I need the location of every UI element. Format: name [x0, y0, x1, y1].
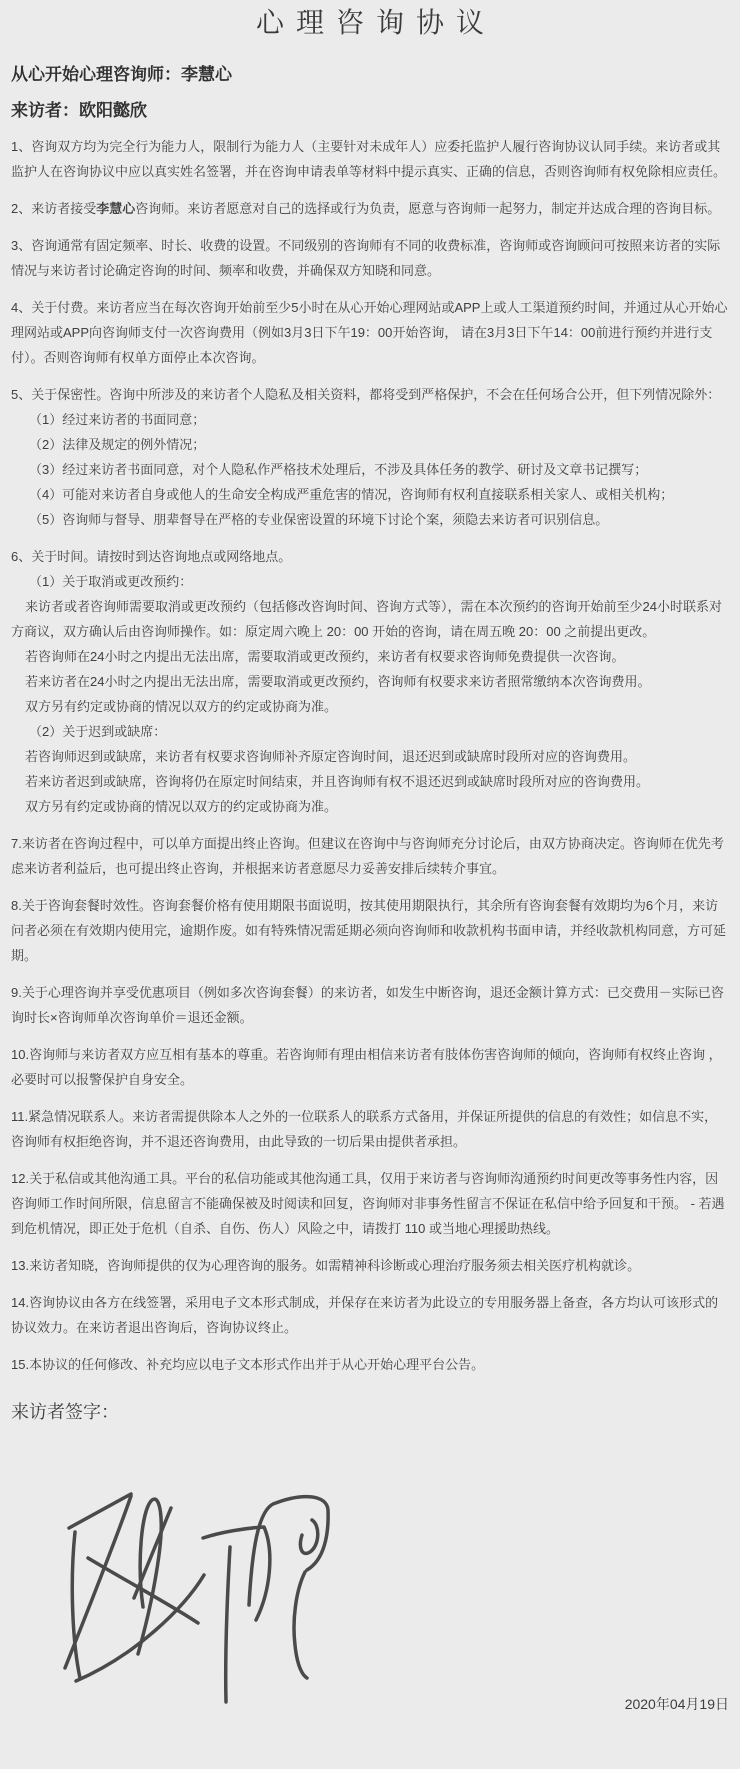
counselor-name-emphasis: 李慧心 [96, 201, 136, 216]
clause-text: 7.来访者在咨询过程中，可以单方面提出终止咨询。但建议在咨询中与咨询师充分讨论后，由双方协商决定。咨询师在优先考虑来访者利益后，也可提出终止咨询，并根据来访者意愿尽力妥善安排后续转介事宜。 [11, 836, 724, 876]
agreement-subclause [11, 594, 729, 644]
clause-text: 4、关于付费。来访者应当在每次咨询开始前至少5小时在从心开始心理网站或APP上或人工渠道预约时间，并通过从心开始心理网站或APP向咨询师支付一次咨询费用（例如3月3日下午19：00开始咨询， 请在3月3日下午14：00前进行预约并进行支付）。否则咨询师有权单方面停止本次咨询。 [11, 300, 728, 365]
clause-text: 双方另有约定或协商的情况以双方的约定或协商为准。 [25, 699, 338, 714]
clause-text: 13.来访者知晓，咨询师提供的仅为心理咨询的服务。如需精神科诊断或心理治疗服务须去相关医疗机构就诊。 [11, 1258, 641, 1273]
clause-text: 若咨询师在24小时之内提出无法出席，需要取消或更改预约，来访者有权要求咨询师免费提供一次咨询。 [25, 649, 625, 664]
clause-text: 双方另有约定或协商的情况以双方的约定或协商为准。 [25, 799, 338, 814]
agreement-clause [11, 1290, 729, 1340]
handwritten-signature-scrawl [46, 1480, 346, 1710]
clause-text: 若来访者在24小时之内提出无法出席，需要取消或更改预约，咨询师有权要求来访者照常缴纳本次咨询费用。 [25, 674, 651, 689]
clause-text: （3）经过来访者书面同意，对个人隐私作严格技术处理后，不涉及具体任务的教学、研讨及文章书记撰写； [29, 462, 648, 477]
clause-text: 若咨询师迟到或缺席，来访者有权要求咨询师补齐原定咨询时间，退还迟到或缺席时段所对应的咨询费用。 [25, 749, 637, 764]
agreement-clause [11, 544, 729, 569]
clause-text: 11.紧急情况联系人。来访者需提供除本人之外的一位联系人的联系方式备用，并保证所提供的信息的有效性；如信息不实，咨询师有权拒绝咨询，并不退还咨询费用，由此导致的一切后果由提供者承担。 [11, 1109, 718, 1149]
signature-area [11, 1425, 729, 1687]
agreement-clause [11, 295, 729, 370]
agreement-clause [11, 1042, 729, 1092]
clause-text: 2、来访者接受 [11, 201, 97, 216]
agreement-clause [11, 382, 729, 407]
agreement-clause [11, 980, 729, 1030]
clause-text: 10.咨询师与来访者双方应互相有基本的尊重。若咨询师有理由相信来访者有肢体伤害咨询师的倾向，咨询师有权终止咨询 ，必要时可以报警保护自身安全。 [11, 1047, 722, 1087]
counselor-name-line: 从心开始心理咨询师：李慧心 [11, 65, 232, 84]
agreement-subclause [11, 457, 729, 482]
clause-text: 9.关于心理咨询并享受优惠项目（例如多次咨询套餐）的来访者，如发生中断咨询，退还金额计算方式：已交费用－实际已咨询时长×咨询师单次咨询单价＝退还金额。 [11, 985, 724, 1025]
agreement-body [11, 134, 729, 1377]
agreement-subclause [11, 694, 729, 719]
agreement-date: 2020年04月19日 [624, 1696, 729, 1712]
agreement-subclause [11, 744, 729, 769]
agreement-subclause [11, 407, 729, 432]
agreement-clause [11, 233, 729, 283]
agreement-subclause [11, 482, 729, 507]
clause-text: （5）咨询师与督导、朋辈督导在严格的专业保密设置的环境下讨论个案，须隐去来访者可识别信息。 [29, 512, 609, 527]
clause-text: 14.咨询协议由各方在线签署，采用电子文本形式制成，并保存在来访者为此设立的专用服务器上备查，各方均认可该形式的协议效力。在来访者退出咨询后，咨询协议终止。 [11, 1295, 719, 1335]
clause-text: （2）关于迟到或缺席： [29, 724, 167, 739]
clause-text: 3、咨询通常有固定频率、时长、收费的设置。不同级别的咨询师有不同的收费标准，咨询师或咨询顾问可按照来访者的实际情况与来访者讨论确定咨询的时间、频率和收费，并确保双方知晓和同意。 [11, 238, 721, 278]
agreement-clause [11, 1352, 729, 1377]
agreement-clause [11, 134, 729, 184]
agreement-subclause [11, 507, 729, 532]
clause-text: 来访者或者咨询师需要取消或更改预约（包括修改咨询时间、咨询方式等），需在本次预约的咨询开始前至少24小时联系对方商议，双方确认后由咨询师操作。如：原定周六晚上 20：00 开始的咨询，请在周五晚 20：00 之前提出更改。 [11, 599, 722, 639]
agreement-subclause [11, 432, 729, 457]
agreement-clause [11, 1166, 729, 1241]
clause-text: 若来访者迟到或缺席，咨询将仍在原定时间结束，并且咨询师有权不退还迟到或缺席时段所对应的咨询费用。 [25, 774, 650, 789]
clause-text: 15.本协议的任何修改、补充均应以电子文本形式作出并于从心开始心理平台公告。 [11, 1357, 485, 1372]
clause-text: （1）关于取消或更改预约： [29, 574, 193, 589]
clause-text: 6、关于时间。请按时到达咨询地点或网络地点。 [11, 549, 292, 564]
agreement-subclause [11, 769, 729, 794]
signature-section-label: 来访者签字： [11, 1402, 119, 1422]
clause-text: （4）可能对来访者自身或他人的生命安全构成严重危害的情况，咨询师有权利直接联系相关家人、或相关机构； [29, 487, 674, 502]
clause-text: 5、关于保密性。咨询中所涉及的来访者个人隐私及相关资料，都将受到严格保护，不会在任何场合公开，但下列情况除外： [11, 387, 721, 402]
agreement-subclause [11, 569, 729, 594]
agreement-clause [11, 196, 729, 221]
agreement-subclause [11, 719, 729, 744]
clause-text: 8.关于咨询套餐时效性。咨询套餐价格有使用期限书面说明，按其使用期限执行，其余所有咨询套餐有效期均为6个月，来访问者必须在有效期内使用完，逾期作废。如有特殊情况需延期必须向咨询师和收款机构书面申请，并经收款机构同意，方可延期。 [11, 898, 727, 963]
clause-text: （2）法律及规定的例外情况； [29, 437, 206, 452]
page-title: 心理咨询协议 [255, 7, 496, 38]
visitor-name-line: 来访者：欧阳懿欣 [11, 101, 147, 120]
agreement-subclause [11, 669, 729, 694]
clause-text: 1、咨询双方均为完全行为能力人，限制行为能力人（主要针对未成年人）应委托监护人履行咨询协议认同手续。来访者或其监护人在咨询协议中应以真实姓名签署，并在咨询申请表单等材料中提示真实、正确的信息，否则咨询师有权免除相应责任。 [11, 139, 727, 179]
agreement-subclause [11, 794, 729, 819]
clause-text: 12.关于私信或其他沟通工具。平台的私信功能或其他沟通工具，仅用于来访者与咨询师沟通预约时间更改等事务性内容，因咨询师工作时间所限，信息留言不能确保被及时阅读和回复，咨询师对非事务性留言不保证在私信中给予回复和干预。 - 若遇到危机情况，即正处于危机（自杀、自伤、伤人）风险之中，请拨打 110 或当地心理援助热线。 [11, 1171, 725, 1236]
agreement-clause [11, 1104, 729, 1154]
clause-text: （1）经过来访者的书面同意； [29, 412, 206, 427]
clause-text: 咨询师。来访者愿意对自己的选择或行为负责，愿意与咨询师一起努力，制定并达成合理的咨询目标。 [135, 201, 721, 216]
agreement-clause [11, 893, 729, 968]
agreement-clause [11, 1253, 729, 1278]
agreement-subclause [11, 644, 729, 669]
agreement-clause [11, 831, 729, 881]
